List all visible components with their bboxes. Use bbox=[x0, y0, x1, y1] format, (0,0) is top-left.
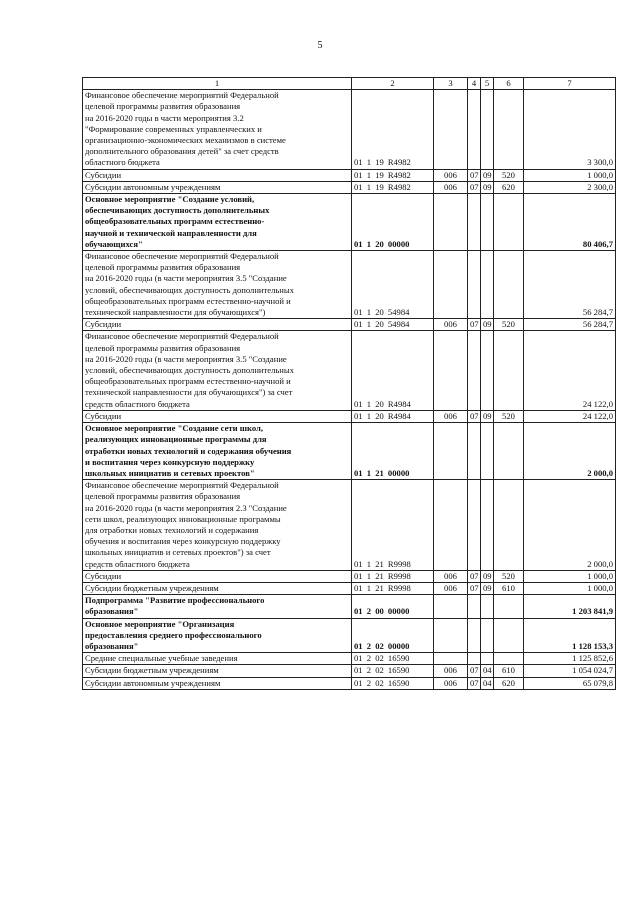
header-cell: 6 bbox=[494, 78, 524, 90]
table-row bbox=[83, 677, 616, 689]
table-row bbox=[83, 90, 616, 169]
row-name-cell: Подпрограмма "Развитие профессионального образования" bbox=[83, 595, 352, 618]
row-code-cell: 01 2 02 16590 bbox=[352, 665, 434, 677]
row-amount-cell: 2 000,0 bbox=[524, 480, 616, 571]
row-ministry-cell bbox=[434, 653, 468, 665]
row-code-cell: 01 1 21 00000 bbox=[352, 423, 434, 480]
row-code-cell: 01 1 21 R9998 bbox=[352, 570, 434, 582]
row-subsection-cell bbox=[481, 480, 494, 571]
row-section-cell: 07 bbox=[468, 665, 481, 677]
row-ministry-cell bbox=[434, 194, 468, 251]
row-subsection-cell: 09 bbox=[481, 582, 494, 594]
row-name-cell: Финансовое обеспечение мероприятий Федеральной целевой программы развития образования на 2016-2020 годы в части мероприятия 3.2 "Формирование современных управленческих и организационно-экономических механизмов в системе дополнительного образования детей" за счет средств областного бюджета bbox=[83, 90, 352, 169]
row-code-cell: 01 1 20 00000 bbox=[352, 194, 434, 251]
row-subsection-cell bbox=[481, 331, 494, 410]
row-amount-cell: 1 203 841,9 bbox=[524, 595, 616, 618]
row-section-cell: 07 bbox=[468, 410, 481, 422]
row-ministry-cell bbox=[434, 618, 468, 653]
row-name-cell: Субсидии bbox=[83, 570, 352, 582]
row-section-cell: 07 bbox=[468, 169, 481, 181]
row-expense-type-cell bbox=[494, 618, 524, 653]
row-name-cell: Субсидии автономным учреждениям bbox=[83, 677, 352, 689]
row-name-cell: Средние специальные учебные заведения bbox=[83, 653, 352, 665]
row-name-cell: Основное мероприятие "Создание сети школ, реализующих инновационные программы для отработки новых технологий и содержания обучения и воспитания через конкурсную поддержку школьных инициатив и сетевых проектов" bbox=[83, 423, 352, 480]
table-row bbox=[83, 582, 616, 594]
row-amount-cell: 1 000,0 bbox=[524, 582, 616, 594]
row-amount-cell: 56 284,7 bbox=[524, 319, 616, 331]
row-ministry-cell: 006 bbox=[434, 677, 468, 689]
row-section-cell bbox=[468, 331, 481, 410]
table-row bbox=[83, 410, 616, 422]
table-row bbox=[83, 319, 616, 331]
row-code-cell: 01 2 02 00000 bbox=[352, 618, 434, 653]
row-section-cell: 07 bbox=[468, 570, 481, 582]
row-code-cell: 01 1 20 54984 bbox=[352, 319, 434, 331]
table-row bbox=[83, 480, 616, 571]
row-section-cell bbox=[468, 251, 481, 319]
row-expense-type-cell bbox=[494, 90, 524, 169]
row-amount-cell: 80 406,7 bbox=[524, 194, 616, 251]
row-amount-cell: 24 122,0 bbox=[524, 331, 616, 410]
row-expense-type-cell: 620 bbox=[494, 677, 524, 689]
row-name-cell: Основное мероприятие "Организация предоставления среднего профессионального образования" bbox=[83, 618, 352, 653]
row-subsection-cell: 09 bbox=[481, 169, 494, 181]
row-subsection-cell: 09 bbox=[481, 319, 494, 331]
row-amount-cell: 24 122,0 bbox=[524, 410, 616, 422]
table-row bbox=[83, 194, 616, 251]
table-row bbox=[83, 423, 616, 480]
row-section-cell: 07 bbox=[468, 677, 481, 689]
row-expense-type-cell: 610 bbox=[494, 582, 524, 594]
table-row bbox=[83, 181, 616, 193]
row-section-cell bbox=[468, 90, 481, 169]
row-amount-cell: 56 284,7 bbox=[524, 251, 616, 319]
row-subsection-cell bbox=[481, 618, 494, 653]
row-amount-cell: 1 000,0 bbox=[524, 570, 616, 582]
row-amount-cell: 1 125 852,6 bbox=[524, 653, 616, 665]
row-subsection-cell bbox=[481, 194, 494, 251]
row-amount-cell: 3 300,0 bbox=[524, 90, 616, 169]
row-ministry-cell bbox=[434, 423, 468, 480]
row-expense-type-cell: 610 bbox=[494, 665, 524, 677]
row-section-cell bbox=[468, 480, 481, 571]
row-code-cell: 01 1 20 R4984 bbox=[352, 410, 434, 422]
header-cell: 5 bbox=[481, 78, 494, 90]
row-amount-cell: 2 000,0 bbox=[524, 423, 616, 480]
row-section-cell bbox=[468, 595, 481, 618]
row-expense-type-cell: 520 bbox=[494, 319, 524, 331]
row-section-cell: 07 bbox=[468, 181, 481, 193]
row-expense-type-cell: 520 bbox=[494, 410, 524, 422]
header-cell: 3 bbox=[434, 78, 468, 90]
row-expense-type-cell: 620 bbox=[494, 181, 524, 193]
row-amount-cell: 65 079,8 bbox=[524, 677, 616, 689]
table-row bbox=[83, 618, 616, 653]
row-code-cell: 01 1 21 R9998 bbox=[352, 480, 434, 571]
row-name-cell: Субсидии бюджетным учреждениям bbox=[83, 665, 352, 677]
row-ministry-cell: 006 bbox=[434, 181, 468, 193]
row-code-cell: 01 1 19 R4982 bbox=[352, 169, 434, 181]
row-expense-type-cell bbox=[494, 251, 524, 319]
row-ministry-cell bbox=[434, 331, 468, 410]
header-cell: 7 bbox=[524, 78, 616, 90]
row-subsection-cell: 09 bbox=[481, 570, 494, 582]
row-subsection-cell: 04 bbox=[481, 677, 494, 689]
row-code-cell: 01 2 00 00000 bbox=[352, 595, 434, 618]
row-ministry-cell bbox=[434, 251, 468, 319]
table-row bbox=[83, 251, 616, 319]
row-ministry-cell bbox=[434, 595, 468, 618]
row-code-cell: 01 2 02 16590 bbox=[352, 653, 434, 665]
row-subsection-cell bbox=[481, 653, 494, 665]
row-expense-type-cell bbox=[494, 423, 524, 480]
row-ministry-cell: 006 bbox=[434, 410, 468, 422]
row-amount-cell: 1 054 024,7 bbox=[524, 665, 616, 677]
table-row bbox=[83, 331, 616, 410]
row-amount-cell: 2 300,0 bbox=[524, 181, 616, 193]
row-name-cell: Финансовое обеспечение мероприятий Федеральной целевой программы развития образования на 2016-2020 годы (в части мероприятия 2.3 "Создание сети школ, реализующих инновационные программы для отработки новых технологий и содержания обучения и воспитания через конкурсную поддержку школьных инициатив и сетевых проектов") за счет средств областного бюджета bbox=[83, 480, 352, 571]
row-subsection-cell bbox=[481, 423, 494, 480]
row-ministry-cell: 006 bbox=[434, 582, 468, 594]
row-name-cell: Субсидии автономным учреждениям bbox=[83, 181, 352, 193]
row-expense-type-cell bbox=[494, 480, 524, 571]
row-ministry-cell: 006 bbox=[434, 570, 468, 582]
row-code-cell: 01 1 20 54984 bbox=[352, 251, 434, 319]
table-row bbox=[83, 595, 616, 618]
row-expense-type-cell: 520 bbox=[494, 169, 524, 181]
row-name-cell: Субсидии бюджетным учреждениям bbox=[83, 582, 352, 594]
row-ministry-cell: 006 bbox=[434, 169, 468, 181]
row-ministry-cell bbox=[434, 90, 468, 169]
row-code-cell: 01 1 20 R4984 bbox=[352, 331, 434, 410]
row-name-cell: Финансовое обеспечение мероприятий Федеральной целевой программы развития образования на 2016-2020 годы (в части мероприятия 3.5 "Создание условий, обеспечивающих доступность дополнительных общеобразовательных программ естественно-научной и технической направленности для обучающихся") за счет средств областного бюджета bbox=[83, 331, 352, 410]
budget-table bbox=[82, 77, 616, 690]
table-row bbox=[83, 653, 616, 665]
row-expense-type-cell bbox=[494, 653, 524, 665]
row-subsection-cell bbox=[481, 595, 494, 618]
row-amount-cell: 1 128 153,3 bbox=[524, 618, 616, 653]
row-name-cell: Основное мероприятие "Создание условий, обеспечивающих доступность дополнительных общеобразовательных программ естественно- научной и технической направленности для обучающихся" bbox=[83, 194, 352, 251]
header-cell: 4 bbox=[468, 78, 481, 90]
table-row bbox=[83, 169, 616, 181]
row-expense-type-cell bbox=[494, 194, 524, 251]
row-subsection-cell bbox=[481, 251, 494, 319]
row-subsection-cell bbox=[481, 90, 494, 169]
row-name-cell: Финансовое обеспечение мероприятий Федеральной целевой программы развития образования на 2016-2020 годы (в части мероприятия 3.5 "Создание условий, обеспечивающих доступность дополнительных общеобразовательных программ естественно-научной и технической направленности для обучающихся") bbox=[83, 251, 352, 319]
row-ministry-cell: 006 bbox=[434, 665, 468, 677]
row-section-cell: 07 bbox=[468, 319, 481, 331]
header-cell: 1 bbox=[83, 78, 352, 90]
row-amount-cell: 1 000,0 bbox=[524, 169, 616, 181]
row-subsection-cell: 04 bbox=[481, 665, 494, 677]
row-name-cell: Субсидии bbox=[83, 410, 352, 422]
table-row bbox=[83, 570, 616, 582]
header-row bbox=[83, 78, 616, 90]
row-section-cell: 07 bbox=[468, 582, 481, 594]
row-section-cell bbox=[468, 653, 481, 665]
row-name-cell: Субсидии bbox=[83, 169, 352, 181]
row-code-cell: 01 1 19 R4982 bbox=[352, 90, 434, 169]
row-expense-type-cell bbox=[494, 331, 524, 410]
row-code-cell: 01 1 21 R9998 bbox=[352, 582, 434, 594]
row-expense-type-cell: 520 bbox=[494, 570, 524, 582]
row-ministry-cell bbox=[434, 480, 468, 571]
row-subsection-cell: 09 bbox=[481, 410, 494, 422]
row-ministry-cell: 006 bbox=[434, 319, 468, 331]
row-expense-type-cell bbox=[494, 595, 524, 618]
row-section-cell bbox=[468, 618, 481, 653]
row-code-cell: 01 1 19 R4982 bbox=[352, 181, 434, 193]
page-number: 5 bbox=[317, 40, 323, 51]
row-subsection-cell: 09 bbox=[481, 181, 494, 193]
table-row bbox=[83, 665, 616, 677]
header-cell: 2 bbox=[352, 78, 434, 90]
row-code-cell: 01 2 02 16590 bbox=[352, 677, 434, 689]
row-section-cell bbox=[468, 194, 481, 251]
row-section-cell bbox=[468, 423, 481, 480]
row-name-cell: Субсидии bbox=[83, 319, 352, 331]
